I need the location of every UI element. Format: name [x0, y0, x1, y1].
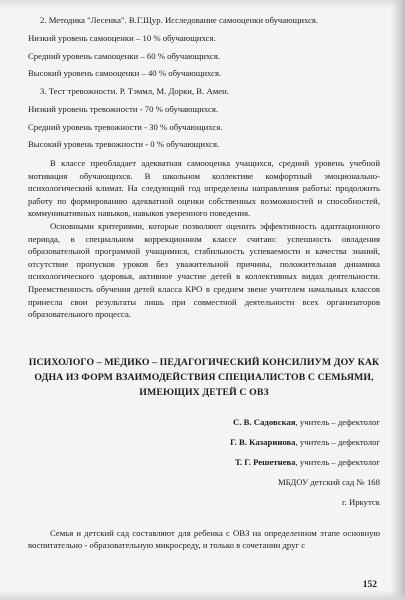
- method-item-2: 2. Методика "Лесенка". В.Г.Щур. Исследование самооценки обучающихся.: [40, 15, 319, 25]
- author-name: Т. Г. Решетнева: [234, 456, 296, 467]
- paragraph-family-intro: Семья и детский сад составляют для ребенка с ОВЗ на определенном этапе основную воспитательно - образовательную микросреду, и только в сочетании друг с: [28, 527, 380, 551]
- page-content: [28, 14, 380, 561]
- high-self-esteem-line: Высокий уровень самооценки – 40 % обучающихся.: [28, 68, 222, 79]
- scan-top-shadow: [0, 0, 405, 8]
- page-number: 152: [362, 580, 377, 590]
- high-anxiety-line: Высокий уровень тревожности - 0 % обучающихся.: [28, 139, 220, 150]
- author-role: , учитель – дефектолог: [295, 456, 380, 467]
- author-name: Г. В. Казаринова: [230, 436, 296, 447]
- article-heading: ПСИХОЛОГО – МЕДИКО – ПЕДАГОГИЧЕСКИЙ КОНСИЛИУМ ДОУ КАК ОДНА ИЗ ФОРМ ВЗАИМОДЕЙСТВИЯ СПЕЦИАЛИСТОВ С СЕМЬЯМИ, ИМЕЮЩИХ ДЕТЕЙ С ОВЗ: [28, 356, 380, 398]
- scan-bottom-shadow: [0, 590, 405, 600]
- city: г. Иркутск: [342, 496, 380, 507]
- low-anxiety-line: Низкий уровень тревожности - 70 % обучающихся.: [28, 103, 219, 114]
- paragraph-criteria: Основными критериями, которые позволяют оценить эффективность адаптационного периода, в специальном коррекционном классе считаю: успешность овладения образовательной программой учащимися, стабильность успеваемости и качества знаний, отсутствие пропусков уроков без уважительной причины, положительная динамика психологического здоровья, активное участие детей в коллективных видах деятельности. Преемственность обучения детей класса КРО в среднем звене учителем начальных классов принесла свои результаты лишь при совместной деятельности всех организаторов образовательного процесса.: [28, 221, 380, 320]
- author-line-2: [28, 436, 380, 449]
- author-role: , учитель – дефектолог: [295, 416, 380, 427]
- paragraph-class-summary: В классе преобладает адекватная самооценка учащихся, средний уровень учебной мотивация обучающихся. В школьном коллективе комфортный эмоционально-психологический климат. На следующий год определены направления работы: продолжить работу по формированию адекватной оценки собственных возможностей и способностей, коммуникативных навыков, навыков уверенного поведения.: [28, 158, 380, 219]
- mid-anxiety-line: Средний уровень тревожности - 30 % обучающихся.: [28, 121, 223, 132]
- author-name: С. В. Садовская: [233, 416, 296, 427]
- mid-self-esteem-line: Средний уровень самооценки – 60 % обучающихся.: [28, 50, 221, 61]
- author-line-3: [28, 456, 380, 469]
- author-role: , учитель – дефектолог: [295, 436, 380, 447]
- author-line-1: [28, 416, 380, 429]
- method-item-3: 3. Тест тревожности. Р. Тэммл, М. Дорки, В. Амен.: [40, 86, 229, 97]
- low-self-esteem-line: Низкий уровень самооценки – 10 % обучающихся.: [28, 32, 216, 43]
- institution: МБДОУ детский сад № 168: [277, 476, 380, 487]
- author-block: [28, 416, 380, 509]
- scan-right-edge-shadow: [391, 0, 405, 600]
